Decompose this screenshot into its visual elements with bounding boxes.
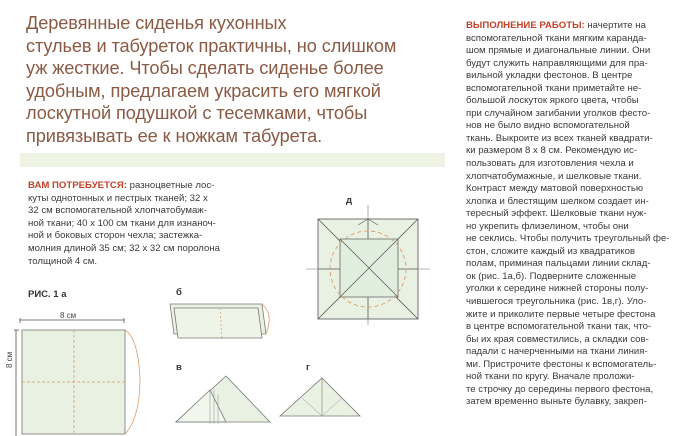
- intro-paragraph: [26, 12, 436, 148]
- work-line: затем временно выньте булавку, закреп-: [466, 396, 647, 408]
- work-line: бы их края совместились, а складки сов-: [466, 333, 649, 345]
- work-line: пользовать для изготовления чехла и: [466, 158, 634, 170]
- work-line: в центре вспомогательной ткани так, что-: [466, 321, 652, 333]
- work-line: падали с начерченными на ткани линия-: [466, 346, 648, 358]
- intro-line: привязывать ее к ножкам табурета.: [26, 125, 323, 146]
- figure-main-label: РИС. 1 а: [28, 289, 67, 300]
- materials-line: ной ткани; 40 х 100 см ткани для изнаноч-: [28, 217, 216, 229]
- materials-first-text: разноцветные лос-: [126, 180, 215, 191]
- work-line: те строчку до середины первого фестона,: [466, 383, 654, 395]
- intro-line: удобным, предлагаем украсить его мягкой: [26, 80, 381, 101]
- figure-b-label: б: [176, 287, 182, 298]
- decorative-band: [20, 153, 445, 167]
- work-line: ной ткани по кругу. Вначале проложи-: [466, 371, 635, 383]
- work-line: большой лоскуток яркого цвета, чтобы: [466, 95, 639, 107]
- work-line: хлопчатобумажные, и шелковые ткани.: [466, 170, 642, 182]
- work-line: ткань. Выкроите из всех тканей квадрати-: [466, 132, 653, 144]
- figure-v-triangle: [170, 372, 280, 428]
- work-line: уголки к середине нижней стороны полу-: [466, 283, 649, 295]
- figure-d-label: д: [346, 195, 353, 206]
- dimension-width: 8 см: [60, 311, 77, 320]
- materials-line: толщиной 4 см.: [28, 255, 97, 267]
- figure-b-folded: [170, 300, 280, 342]
- materials-heading: ВАМ ПОТРЕБУЕТСЯ:: [28, 180, 127, 191]
- intro-line: лоскутной подушкой с тесемками, чтобы: [26, 103, 368, 124]
- work-line: ми. Пристрочите фестоны к вспомогатель-: [466, 358, 657, 370]
- work-line: не секлись. Чтобы получить треугольный фе-: [466, 233, 670, 245]
- work-line: при случайном загибании уголков фесто-: [466, 107, 651, 119]
- work-line: но укрепить флизелином, чтобы они: [466, 220, 629, 232]
- work-line: ки размером 8 х 8 см. Рекомендую ис-: [466, 145, 638, 157]
- work-first-text: начертите на: [584, 20, 646, 31]
- work-line: Контраст между матовой поверхностью: [466, 183, 644, 195]
- figure-g-label: г: [306, 362, 310, 373]
- work-line: ок (рис. 1а,б). Подверните сложенные: [466, 270, 637, 282]
- work-line: будут служить направляющими для пра-: [466, 57, 648, 69]
- figure-v-label: в: [176, 362, 182, 373]
- work-line: вспомогательной ткани мягким каранда-: [466, 32, 647, 44]
- work-instructions: [466, 20, 678, 409]
- figure-g-triangle: [276, 372, 366, 422]
- materials-line: молния длиной 35 см; 32 х 32 см поролона: [28, 242, 220, 254]
- work-first-line: [466, 20, 678, 33]
- work-line: стон, сложите каждый из квадратиков: [466, 245, 636, 257]
- figure-d-assembled: [306, 205, 430, 325]
- intro-line: стульев и табуреток практичны, но слишком: [26, 35, 397, 56]
- work-line: шом прямые и диагональные линии. Они: [466, 45, 651, 57]
- work-line: жите и приколите первые четыре фестона: [466, 308, 656, 320]
- work-line: вильной укладки фестонов. В центре: [466, 70, 633, 82]
- materials-first-line: [28, 180, 273, 193]
- dimension-height: 8 см: [5, 351, 14, 368]
- work-heading: ВЫПОЛНЕНИЕ РАБОТЫ:: [466, 20, 585, 31]
- work-line: нов не было видно вспомогательной: [466, 120, 630, 132]
- work-lines: [466, 33, 678, 409]
- figure-a-square: [14, 318, 144, 436]
- materials-line: ной и боковых сторон чехла; застежка-: [28, 230, 203, 242]
- work-line: чившегося треугольника (рис. 1в,г). Уло-: [466, 296, 647, 308]
- work-line: полам, приминая пальцами линии склад-: [466, 258, 651, 270]
- work-line: вспомогательной ткани приметайте не-: [466, 82, 642, 94]
- materials-line: 32 см вспомогательной хлопчатобумаж-: [28, 205, 207, 217]
- work-line: хлопка и блестящим шелком создает ин-: [466, 195, 649, 207]
- intro-line: Деревянные сиденья кухонных: [26, 13, 287, 33]
- work-line: тересный эффект. Шелковые ткани нуж-: [466, 208, 647, 220]
- materials-line: куты однотонных и пестрых тканей; 32 х: [28, 192, 208, 204]
- materials-section: [28, 180, 273, 268]
- intro-line: уж жесткие. Чтобы сделать сиденье более: [26, 58, 384, 79]
